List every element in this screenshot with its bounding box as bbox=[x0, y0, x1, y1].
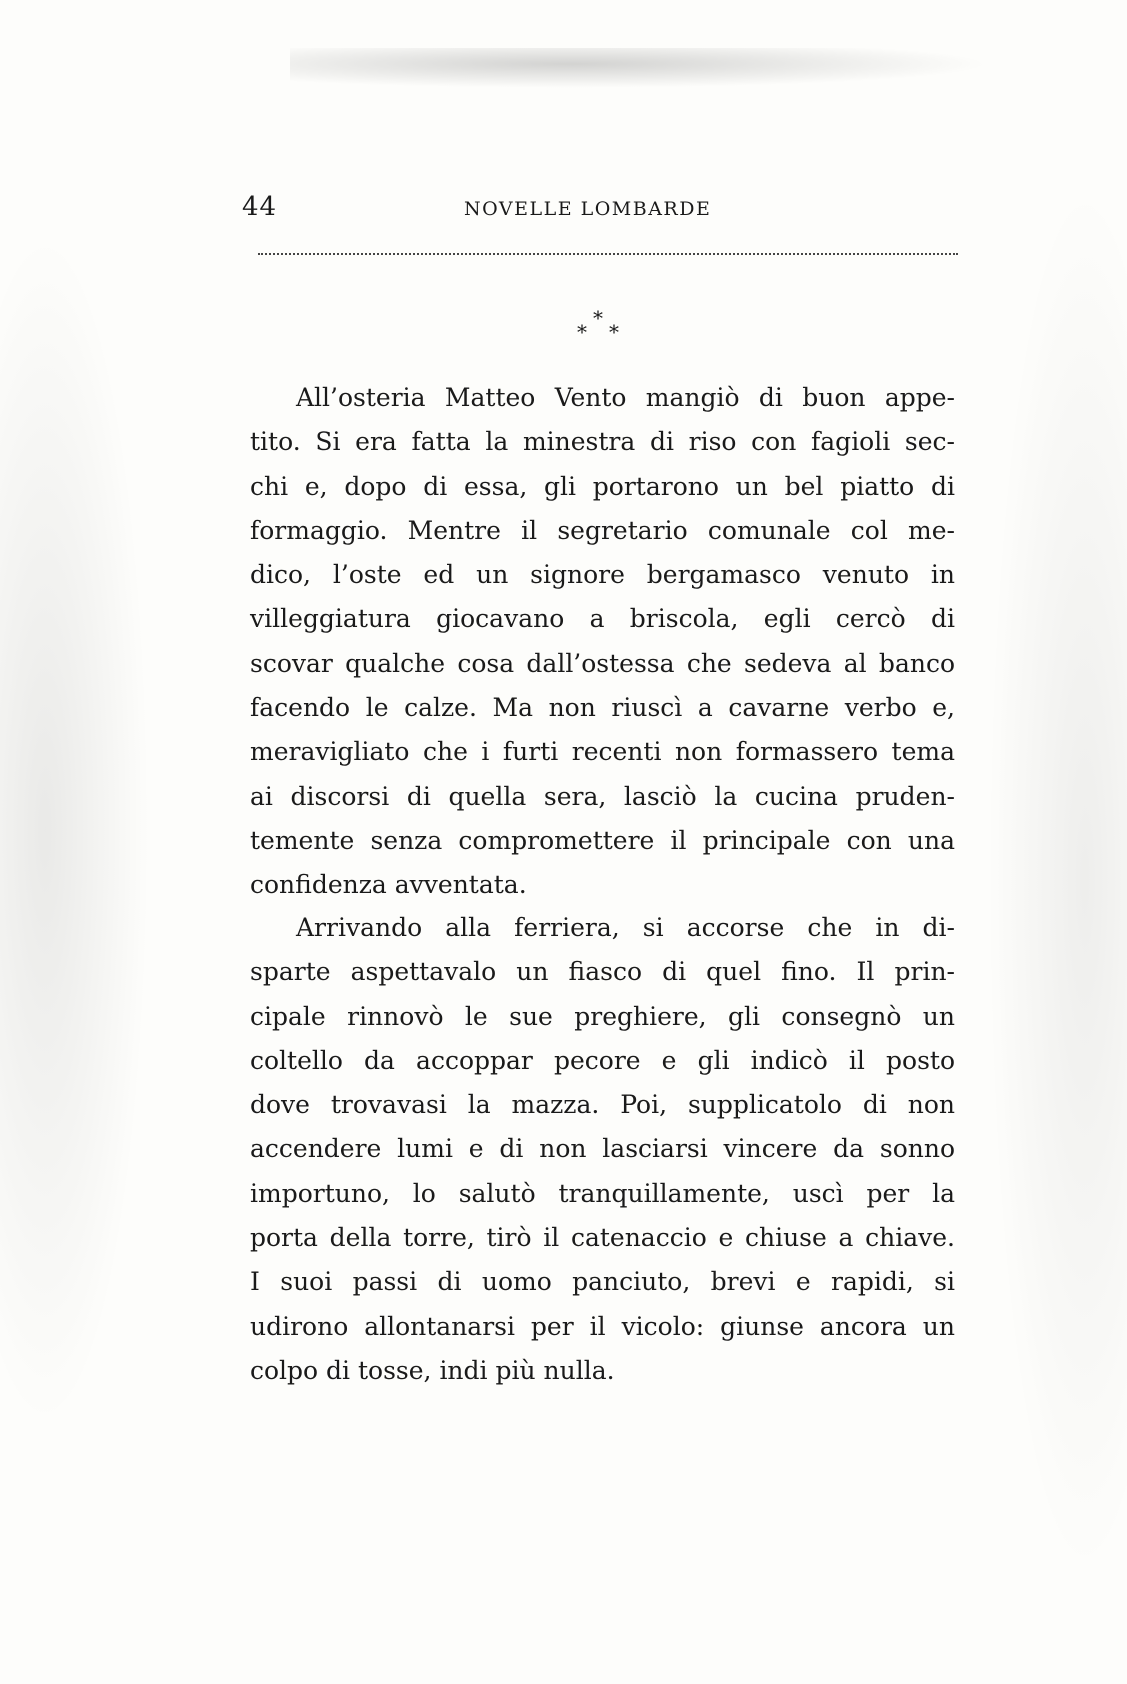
text-line: udirono allontanarsi per il vicolo: giunse ancora un bbox=[250, 1311, 955, 1341]
scan-noise-top bbox=[290, 48, 990, 88]
text-line: Arrivando alla ferriera, si accorse che in di- bbox=[296, 913, 955, 942]
scan-noise-right bbox=[987, 180, 1127, 1580]
text-line: coltello da accoppar pecore e gli indicò il posto bbox=[250, 1045, 955, 1075]
text-line: facendo le calze. Ma non riuscì a cavarne verbo e, bbox=[250, 693, 955, 723]
text-line: villeggiatura giocavano a briscola, egli cercò di bbox=[250, 604, 955, 634]
text-line: I suoi passi di uomo panciuto, brevi e rapidi, si bbox=[250, 1267, 955, 1297]
text-line: tito. Si era fatta la minestra di riso con fagioli sec- bbox=[250, 427, 955, 457]
text-line: scovar qualche cosa dall’ostessa che sedeva al banco bbox=[250, 648, 955, 678]
paragraph-1 bbox=[250, 376, 955, 908]
scan-noise-left bbox=[0, 230, 150, 1430]
asterism-star-left: * bbox=[577, 320, 587, 344]
text-line: All’osteria Matteo Vento mangiò di buon appe- bbox=[296, 383, 955, 412]
text-line: sparte aspettavalo un fiasco di quel fino. Il prin- bbox=[250, 957, 955, 987]
asterism-ornament bbox=[575, 306, 635, 346]
paragraph-2 bbox=[250, 906, 955, 1393]
asterism-star-right: * bbox=[609, 320, 619, 344]
page-number: 44 bbox=[242, 192, 278, 222]
text-line: dico, l’oste ed un signore bergamasco venuto in bbox=[250, 560, 955, 590]
text-line: confidenza avventata. bbox=[250, 870, 527, 900]
running-title: NOVELLE LOMBARDE bbox=[464, 198, 712, 220]
asterism-star-top: * bbox=[593, 306, 603, 330]
text-line: dove trovavasi la mazza. Poi, supplicatolo di non bbox=[250, 1090, 955, 1120]
text-line: colpo di tosse, indi più nulla. bbox=[250, 1355, 615, 1385]
text-line: porta della torre, tirò il catenaccio e chiuse a chiave. bbox=[250, 1223, 955, 1253]
text-line: importuno, lo salutò tranquillamente, uscì per la bbox=[250, 1178, 955, 1208]
text-line: formaggio. Mentre il segretario comunale col me- bbox=[250, 515, 955, 545]
text-line: chi e, dopo di essa, gli portarono un bel piatto di bbox=[250, 471, 955, 501]
text-line: cipale rinnovò le sue preghiere, gli consegnò un bbox=[250, 1001, 955, 1031]
text-line: accendere lumi e di non lasciarsi vincere da sonno bbox=[250, 1134, 955, 1164]
text-line: temente senza compromettere il principale con una bbox=[250, 825, 955, 855]
text-line: meravigliato che i furti recenti non formassero tema bbox=[250, 737, 955, 767]
page-header bbox=[242, 192, 956, 226]
header-rule bbox=[258, 253, 958, 255]
text-line: ai discorsi di quella sera, lasciò la cucina pruden- bbox=[250, 781, 955, 811]
